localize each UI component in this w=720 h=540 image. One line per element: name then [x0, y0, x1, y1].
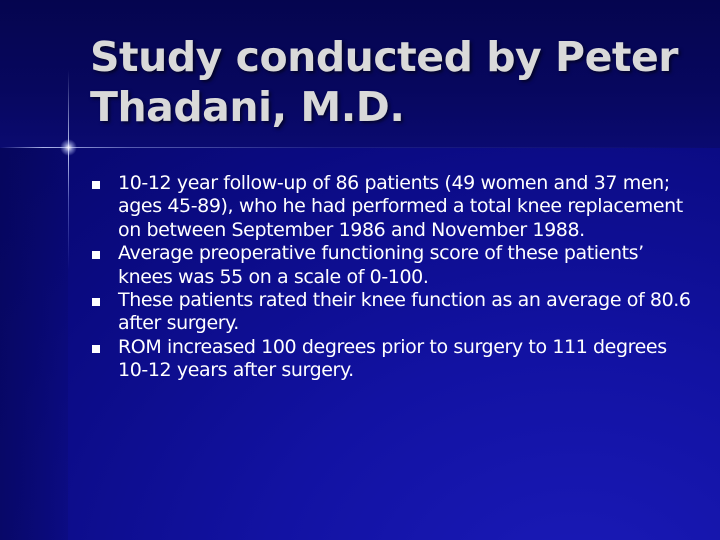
bullet-item	[92, 289, 692, 336]
bullet-item	[92, 172, 692, 242]
bullet-item	[92, 242, 692, 289]
left-margin-band	[0, 148, 68, 540]
bullet-text: Average preoperative functioning score of these patients’ knees was 55 on a scale of 0-100.	[118, 242, 644, 288]
bullet-list	[92, 172, 692, 383]
square-bullet-icon	[92, 251, 100, 259]
decorative-horizontal-line	[0, 147, 720, 148]
bullet-item	[92, 336, 692, 383]
bullet-text: 10-12 year follow-up of 86 patients (49 women and 37 men; ages 45-89), who he had performed a total knee replacement on between September 1986 and November 1988.	[118, 172, 683, 241]
decorative-vertical-line	[68, 70, 69, 270]
square-bullet-icon	[92, 298, 100, 306]
square-bullet-icon	[92, 181, 100, 189]
bullet-text: ROM increased 100 degrees prior to surgery to 111 degrees 10-12 years after surgery.	[118, 335, 667, 382]
sparkle-icon	[60, 139, 77, 156]
square-bullet-icon	[92, 345, 100, 353]
slide-title: Study conducted by Peter Thadani, M.D.	[90, 33, 679, 131]
bullet-text: These patients rated their knee function as an average of 80.6 after surgery.	[118, 289, 691, 335]
